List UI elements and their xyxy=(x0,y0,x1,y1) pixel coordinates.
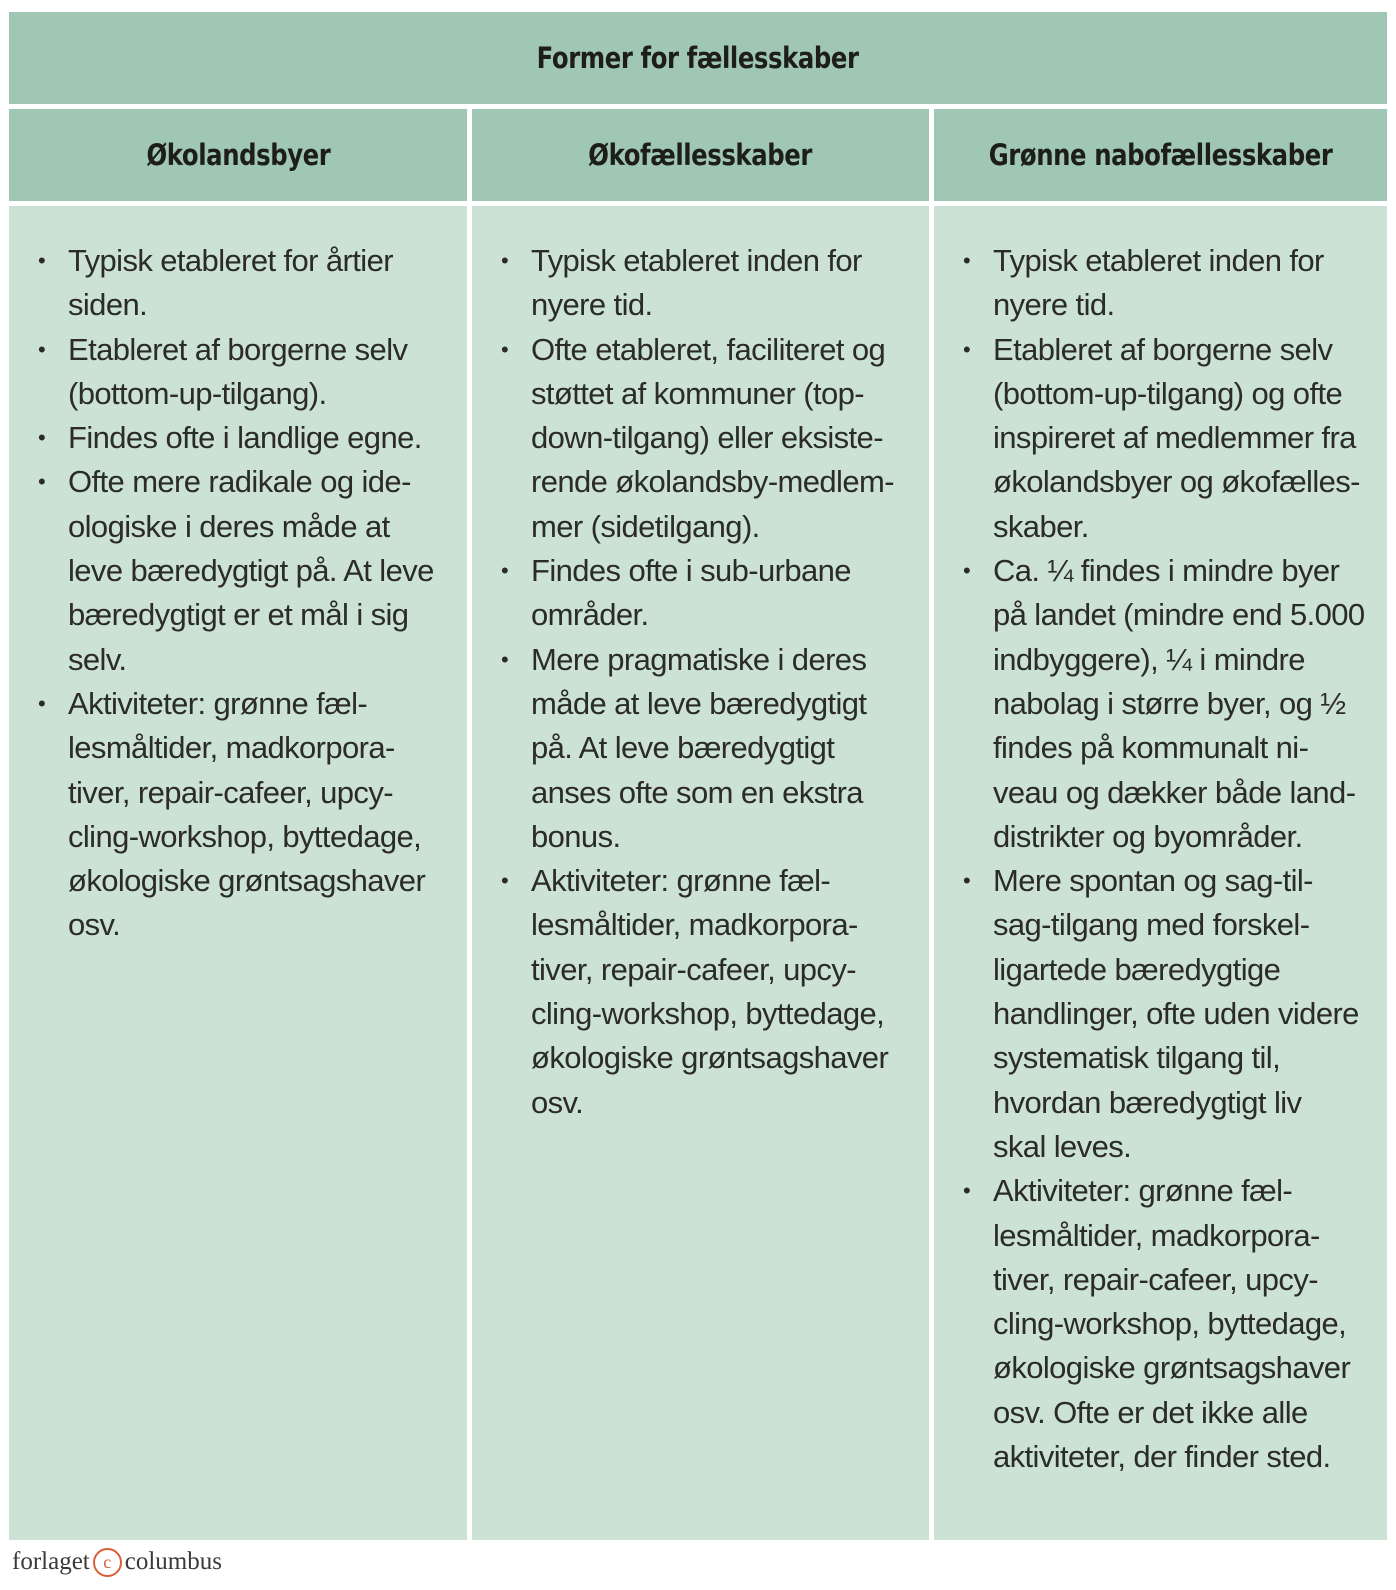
column-header-label: Grønne nabofællesskaber xyxy=(988,138,1333,172)
list-item: • Findes ofte i landlige egne. xyxy=(9,416,467,460)
table-title: Former for fællesskaber xyxy=(537,41,859,75)
column-body-okofaellesskaber xyxy=(472,206,929,1540)
list-item: • Etableret af borgerne selv (bottom-up-tilgang) og ofte inspireret af medlemmer fra økolandsbyer og økofælles- skaber. xyxy=(934,328,1387,549)
list-item: • Typisk etableret inden for nyere tid. xyxy=(472,239,929,328)
list-item: • Ca. ¼ findes i mindre byer på landet (mindre end 5.000 indbyggere), ¼ i mindre nabolag i større byer, og ½ findes på kommunalt ni- veau og dækker både land- distrikter og byområder. xyxy=(934,549,1387,859)
bullet-list xyxy=(472,206,929,1125)
bullet-list xyxy=(9,206,467,948)
list-item: • Typisk etableret for årtier siden. xyxy=(9,239,467,328)
column-header-gronne-nabofaellesskaber xyxy=(934,109,1387,201)
publisher-logo xyxy=(12,1540,222,1584)
column-body-gronne-nabofaellesskaber xyxy=(934,206,1387,1540)
communities-table xyxy=(9,12,1387,1540)
column-header-okofaellesskaber xyxy=(472,109,929,201)
list-item: • Aktiviteter: grønne fæl- lesmåltider, madkorpora- tiver, repair-cafeer, upcy- cling-workshop, byttedage, økologiske grøntsagshaver osv. xyxy=(9,682,467,948)
column-header-okolandsbyer xyxy=(9,109,467,201)
publisher-name-right: columbus xyxy=(124,1548,222,1575)
column-body-okolandsbyer xyxy=(9,206,467,1540)
list-item: • Aktiviteter: grønne fæl- lesmåltider, madkorpora- tiver, repair-cafeer, upcy- cling-workshop, byttedage, økologiske grøntsagshaver osv. Ofte er det ikke alle aktiviteter, der finder sted. xyxy=(934,1169,1387,1479)
list-item: • Mere spontan og sag-til- sag-tilgang med forskel- ligartede bæredygtige handlinger, ofte uden videre systematisk tilgang til, hvordan bæredygtigt liv skal leves. xyxy=(934,859,1387,1169)
list-item: • Ofte mere radikale og ide- ologiske i deres måde at leve bæredygtigt på. At leve bæredygtigt er et mål i sig selv. xyxy=(9,460,467,681)
column-header-label: Økofællesskaber xyxy=(588,138,813,172)
table-title-row xyxy=(9,12,1387,104)
list-item: • Aktiviteter: grønne fæl- lesmåltider, madkorpora- tiver, repair-cafeer, upcy- cling-workshop, byttedage, økologiske grøntsagshaver osv. xyxy=(472,859,929,1125)
bullet-list xyxy=(934,206,1387,1479)
list-item: • Etableret af borgerne selv (bottom-up-tilgang). xyxy=(9,328,467,417)
publisher-name-left: forlaget xyxy=(12,1548,90,1575)
column-header-label: Økolandsbyer xyxy=(146,138,330,172)
list-item: • Findes ofte i sub-urbane områder. xyxy=(472,549,929,638)
list-item: • Ofte etableret, faciliteret og støttet af kommuner (top- down-tilgang) eller eksiste- rende økolandsby-medlem- mer (sidetilgang). xyxy=(472,328,929,549)
copyright-icon: c xyxy=(93,1548,122,1577)
list-item: • Typisk etableret inden for nyere tid. xyxy=(934,239,1387,328)
list-item: • Mere pragmatiske i deres måde at leve bæredygtigt på. At leve bæredygtigt anses ofte som en ekstra bonus. xyxy=(472,638,929,859)
